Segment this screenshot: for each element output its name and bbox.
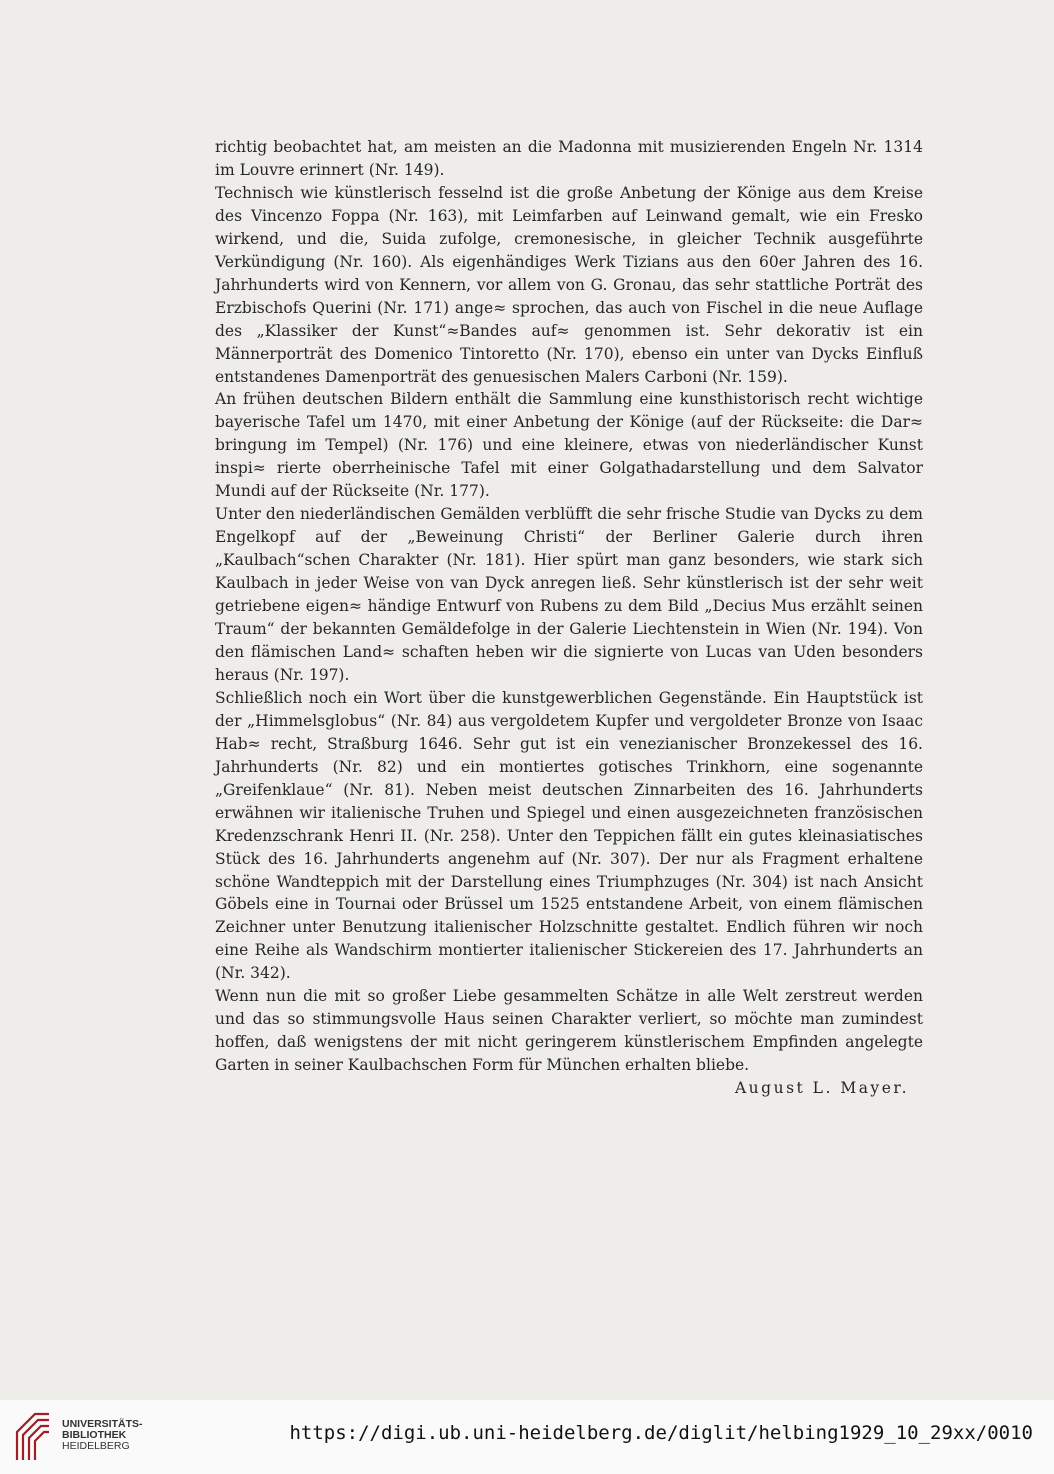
article-text: [215, 136, 923, 1100]
paragraph: Unter den niederländischen Gemälden verblüfft die sehr frische Studie van Dycks zu dem Engelkopf auf der „Beweinung Christi“ der Berliner Galerie durch ihren „Kaulbach“schen Charakter (Nr. 181). Hier spürt man ganz besonders, wie stark sich Kaulbach in jeder Weise von van Dyck anregen ließ. Sehr künstlerisch ist der sehr weit getriebene eigen≈ händige Entwurf von Rubens zu dem Bild „Decius Mus erzählt seinen Traum“ der bekannten Gemäldefolge in der Galerie Liechtenstein in Wien (Nr. 194). Von den flämischen Land≈ schaften heben wir die signierte von Lucas van Uden besonders heraus (Nr. 197).: [215, 505, 923, 684]
author-signature: August L. Mayer.: [734, 1079, 909, 1098]
paragraph: richtig beobachtet hat, am meisten an die Madonna mit musizierenden Engeln Nr. 1314 im Louvre erinnert (Nr. 149).: [215, 138, 923, 179]
footer-bar: [0, 1400, 1054, 1474]
permalink-url[interactable]: https://digi.ub.uni-heidelberg.de/diglit/helbing1929_10_29xx/0010: [289, 1422, 1033, 1444]
library-name: UNIVERSITÄTS- BIBLIOTHEK HEIDELBERG: [62, 1418, 143, 1452]
paragraph: Schließlich noch ein Wort über die kunstgewerblichen Gegenstände. Ein Hauptstück ist der „Himmelsglobus“ (Nr. 84) aus vergoldetem Kupfer und vergoldeter Bronze von Isaac Hab≈ recht, Straßburg 1646. Sehr gut ist ein venezianischer Bronzekessel des 16. Jahrhunderts (Nr. 82) und ein montiertes gotisches Trinkhorn, eine sogenannte „Greifenklaue“ (Nr. 81). Neben meist deutschen Zinnarbeiten des 16. Jahrhunderts erwähnen wir italienische Truhen und Spiegel und einen ausgezeichneten französischen Kredenzschrank Henri II. (Nr. 258). Unter den Teppichen fällt ein gutes kleinasiatisches Stück des 16. Jahrhunderts angenehm auf (Nr. 307). Der nur als Fragment erhaltene schöne Wandteppich mit der Darstellung eines Triumphzuges (Nr. 304) ist nach Ansicht Göbels eine in Tournai oder Brüssel um 1525 entstandene Arbeit, von einem flämischen Zeichner unter Benutzung italienischer Holzschnitte gestaltet. Endlich führen wir noch eine Reihe als Wandschirm montierter italienischer Stickereien des 17. Jahrhunderts an (Nr. 342).: [215, 688, 923, 983]
university-library-logo-icon: [13, 1410, 53, 1462]
paragraph: Wenn nun die mit so großer Liebe gesammelten Schätze in alle Welt zerstreut werden und das so stimmungsvolle Haus seinen Charakter verliert, so möchte man zumindest hoffen, daß wenigstens der mit nicht geringerem künstlerischem Empfinden angelegte Garten in seiner Kaulbachschen Form für München erhalten bliebe.: [215, 987, 923, 1075]
paragraph: An frühen deutschen Bildern enthält die Sammlung eine kunsthistorisch recht wichtige bayerische Tafel um 1470, mit einer Anbetung der Könige (auf der Rückseite: die Dar≈ bringung im Tempel) (Nr. 176) und eine kleinere, etwas von niederländischer Kunst inspi≈ rierte oberrheinische Tafel mit einer Golgathadarstellung und dem Salvator Mundi auf der Rückseite (Nr. 177).: [215, 390, 923, 501]
paragraph: Technisch wie künstlerisch fesselnd ist die große Anbetung der Könige aus dem Kreise des Vincenzo Foppa (Nr. 163), mit Leimfarben auf Leinwand gemalt, wie ein Fresko wirkend, und die, Suida zufolge, cremonesische, in gleicher Technik ausgeführte Verkündigung (Nr. 160). Als eigenhändiges Werk Tizians aus den 60er Jahren des 16. Jahrhunderts wird von Kennern, vor allem von G. Gronau, das sehr stattliche Porträt des Erzbischofs Querini (Nr. 171) ange≈ sprochen, das auch von Fischel in die neue Auflage des „Klassiker der Kunst“≈Bandes auf≈ genommen ist. Sehr dekorativ ist ein Männerporträt des Domenico Tintoretto (Nr. 170), ebenso ein unter van Dycks Einfluß entstandenes Damenporträt des genuesischen Malers Carboni (Nr. 159).: [215, 183, 923, 386]
